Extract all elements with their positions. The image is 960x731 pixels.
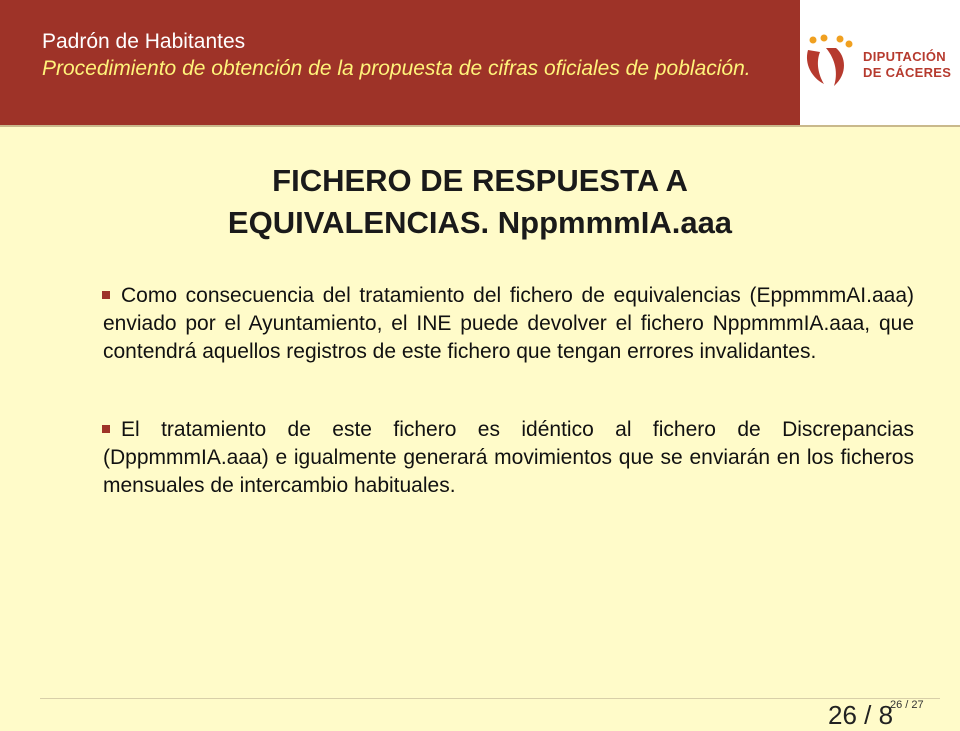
page-number: 26 / 27 <box>890 699 924 711</box>
bullet-text: El tratamiento de este fichero es idéntico al fichero de Discrepancias (DppmmmIA.aaa) e igualmente generará movimientos que se enviarán en los ficheros mensuales de intercambio habituales. <box>103 418 914 497</box>
logo-text <box>863 49 951 81</box>
bullet-text: Como consecuencia del tratamiento del fichero de equivalencias (EppmmmAI.aaa) enviado por el Ayuntamiento, el INE puede devolver el fichero NppmmmIA.aaa, que contendrá aquellos registros de este fichero que tengan errores invalidantes. <box>103 284 914 363</box>
logo <box>800 0 960 125</box>
bullet-item <box>103 282 914 366</box>
header-subtitle: Procedimiento de obtención de la propuesta de cifras oficiales de población. <box>42 57 751 80</box>
header-title: Padrón de Habitantes <box>42 30 246 53</box>
bullet-item <box>103 416 914 500</box>
header-banner <box>0 0 800 125</box>
header-divider <box>0 125 960 127</box>
page-number-large: 26 / 8 <box>828 700 894 730</box>
logo-line-1: DIPUTACIÓN <box>863 49 946 64</box>
slide-title <box>0 160 960 244</box>
square-bullet-icon <box>102 291 110 299</box>
slide-title-line-2: EQUIVALENCIAS. NppmmmIA.aaa <box>227 205 733 240</box>
diputacion-emblem-icon <box>802 34 862 104</box>
slide-title-line-1: FICHERO DE RESPUESTA A <box>272 163 688 198</box>
bullet-list <box>103 282 914 500</box>
logo-line-2: DE CÁCERES <box>863 65 952 80</box>
footer-divider <box>40 698 940 699</box>
square-bullet-icon <box>102 425 110 433</box>
